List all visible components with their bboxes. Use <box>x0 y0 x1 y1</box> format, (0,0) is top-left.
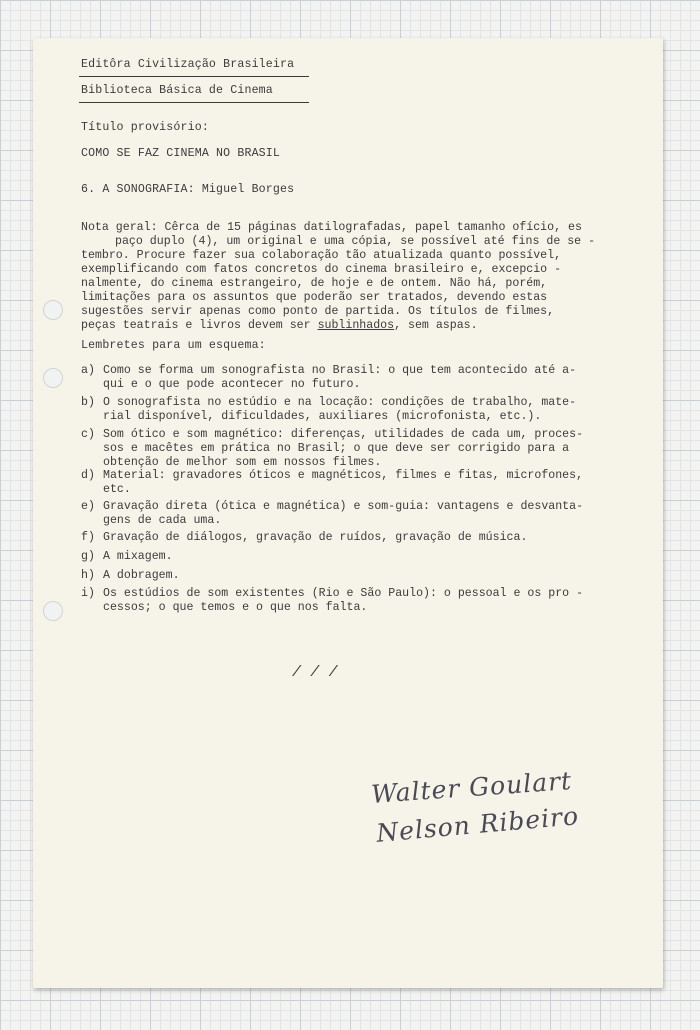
note-text: , sem aspas. <box>394 319 478 332</box>
title-label: Título provisório: <box>81 121 209 134</box>
header-rule <box>79 102 309 103</box>
reminders-heading: Lembretes para um esquema: <box>81 339 266 352</box>
item-line: qui e o que pode acontecer no futuro. <box>103 378 361 391</box>
punch-hole <box>43 368 63 388</box>
item-label: b) <box>81 396 95 409</box>
note-line: sugestões servir apenas como ponto de partida. Os títulos de filmes, <box>81 305 555 318</box>
item-line: rial disponível, dificuldades, auxiliares (microfonista, etc.). <box>103 410 542 423</box>
item-line: obtenção de melhor som em nossos filmes. <box>103 456 382 469</box>
header-rule <box>79 76 309 77</box>
item-label: h) <box>81 569 95 582</box>
handwritten-name: Walter Goulart <box>370 766 573 809</box>
handwritten-name: Nelson Ribeiro <box>375 801 581 848</box>
note-line: nalmente, do cinema estrangeiro, de hoje e de ontem. Não há, porém, <box>81 277 548 290</box>
note-line: tembro. Procure fazer sua colaboração tão atualizada quanto possível, <box>81 249 562 262</box>
item-line: Como se forma um sonografista no Brasil: o que tem acontecido até a- <box>103 364 577 377</box>
item-line: etc. <box>103 483 131 496</box>
note-line: exemplificando com fatos concretos do cinema brasileiro e, excepcio - <box>81 263 562 276</box>
item-line: O sonografista no estúdio e na locação: condições de trabalho, mate- <box>103 396 577 409</box>
punch-hole <box>43 601 63 621</box>
item-line: A dobragem. <box>103 569 180 582</box>
note-line: Nota geral: Cêrca de 15 páginas datilografadas, papel tamanho ofício, es <box>81 221 582 234</box>
general-note <box>81 221 595 333</box>
item-line: Material: gravadores óticos e magnéticos, filmes e fitas, microfones, <box>103 469 584 482</box>
underlined-word: sublinhados <box>317 319 395 332</box>
item-label: e) <box>81 500 95 513</box>
item-label: f) <box>81 531 95 544</box>
item-label: i) <box>81 587 95 600</box>
item-line: Som ótico e som magnético: diferenças, utilidades de cada um, proces- <box>103 428 584 441</box>
note-line: limitações para os assuntos que poderão ser tratados, devendo estas <box>81 291 548 304</box>
publisher-name: Editôra Civilização Brasileira <box>81 58 295 71</box>
punch-hole <box>43 300 63 320</box>
item-label: a) <box>81 364 95 377</box>
typed-sheet <box>33 38 663 988</box>
note-text: peças teatrais e livros devem ser <box>81 319 318 332</box>
item-label: c) <box>81 428 95 441</box>
item-line: Gravação de diálogos, gravação de ruídos, gravação de música. <box>103 531 528 544</box>
item-line: cessos; o que temos e o que nos falta. <box>103 601 368 614</box>
book-title: COMO SE FAZ CINEMA NO BRASIL <box>81 147 281 160</box>
item-label: g) <box>81 550 95 563</box>
item-line: sos e macêtes em prática no Brasil; o que deve ser corrigido para a <box>103 442 570 455</box>
item-line: Os estúdios de som existentes (Rio e São Paulo): o pessoal e os pro - <box>103 587 584 600</box>
item-line: gens de cada uma. <box>103 514 222 527</box>
item-label: d) <box>81 469 95 482</box>
note-line <box>81 319 595 333</box>
chapter-heading: 6. A SONOGRAFIA: Miguel Borges <box>81 183 295 196</box>
note-line: paço duplo (4), um original e uma cópia, se possível até fins de se - <box>115 235 596 248</box>
item-line: Gravação direta (ótica e magnética) e som-guia: vantagens e desvanta- <box>103 500 584 513</box>
end-mark: / / / <box>292 664 338 681</box>
series-name: Biblioteca Básica de Cinema <box>81 84 273 97</box>
item-line: A mixagem. <box>103 550 173 563</box>
